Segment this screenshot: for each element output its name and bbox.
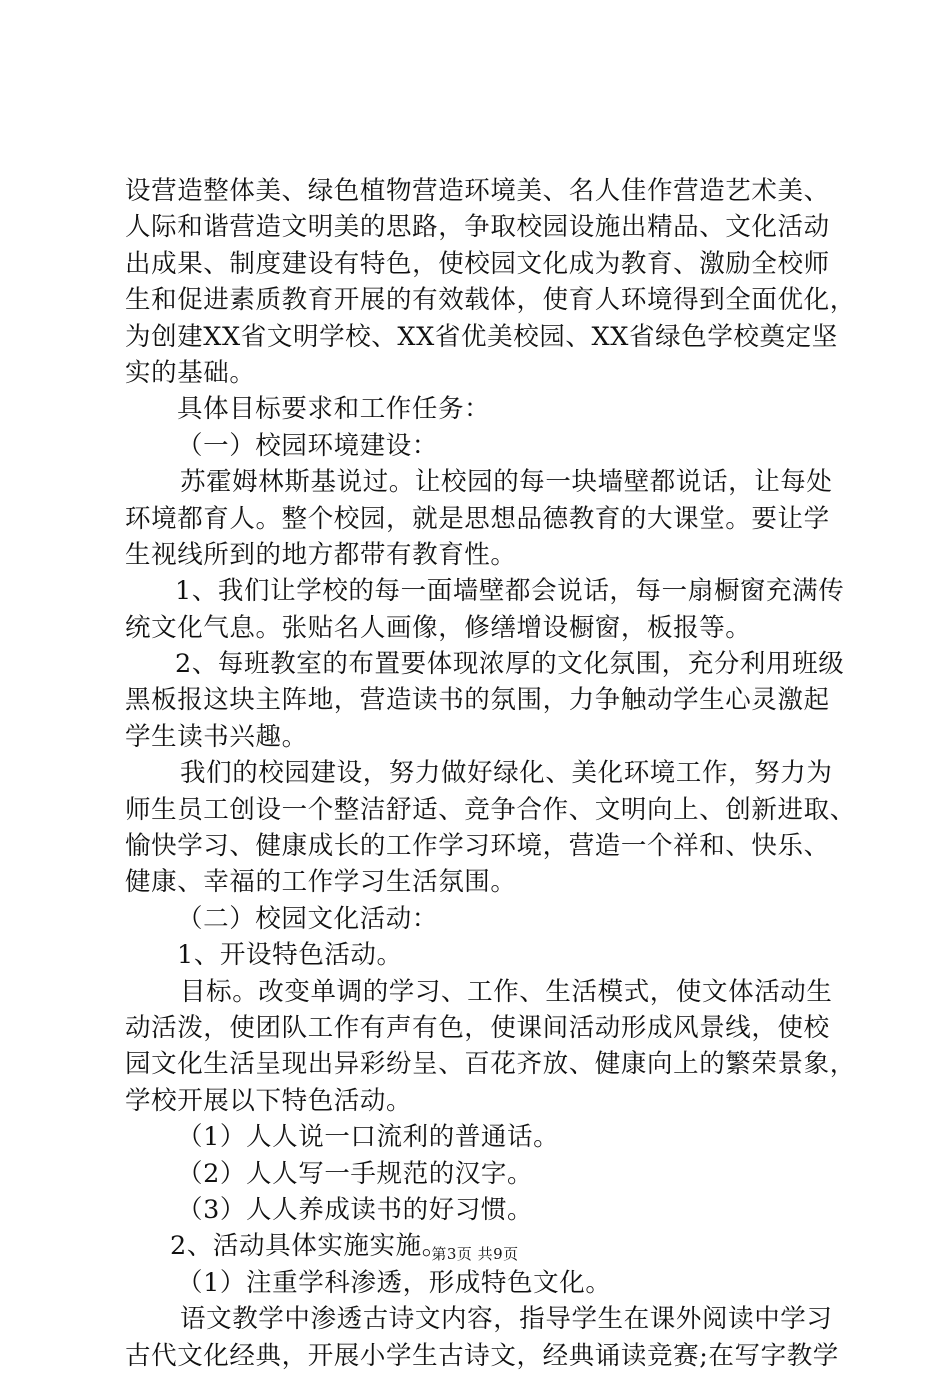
text-line: 生和促进素质教育开展的有效载体，使育人环境得到全面优化， [125, 285, 856, 316]
text-line: 1、我们让学校的每一面墙壁都会说话，每一扇橱窗充满传 [175, 576, 845, 607]
text-line: 实的基础。 [125, 357, 256, 388]
text-line: 设营造整体美、绿色植物营造环境美、名人佳作营造艺术美、 [125, 176, 830, 206]
text-line: 1、开设特色活动。 [177, 940, 403, 971]
text-line: 目标。改变单调的学习、工作、生活模式，使文体活动生 [180, 976, 833, 1007]
text-line: （一）校园环境建设： [177, 430, 439, 461]
text-line: 具体目标要求和工作任务： [177, 394, 491, 425]
text-line: 学校开展以下特色活动。 [125, 1085, 413, 1116]
text-line: （二）校园文化活动： [177, 903, 439, 934]
text-line: 出成果、制度建设有特色，使校园文化成为教育、激励全校师 [125, 248, 830, 279]
text-line: 师生员工创设一个整洁舒适、竞争合作、文明向上、创新进取、 [125, 794, 856, 825]
text-line: 学生读书兴趣。 [125, 721, 308, 752]
text-line: 愉快学习、健康成长的工作学习环境，营造一个祥和、快乐、 [125, 831, 830, 862]
body-text [125, 173, 856, 1374]
text-line: 语文教学中渗透古诗文内容，指导学生在课外阅读中学习 [180, 1304, 833, 1335]
text-line: （1）注重学科渗透，形成特色文化。 [177, 1267, 612, 1298]
text-line: 苏霍姆林斯基说过。让校园的每一块墙壁都说话，让每处 [180, 467, 833, 498]
text-line: 2、每班教室的布置要体现浓厚的文化氛围，充分利用班级 [175, 649, 845, 680]
text-line: 动活泼，使团队工作有声有色，使课间活动形成风景线，使校 [125, 1012, 830, 1043]
text-line: （3）人人养成读书的好习惯。 [177, 1194, 534, 1225]
text-line: 古代文化经典，开展小学生古诗文，经典诵读竞赛;在写字教学 [125, 1340, 839, 1371]
text-line: 2、活动具体实施实施。 [170, 1231, 448, 1262]
text-line: 生视线所到的地方都带有教育性。 [125, 539, 517, 570]
text-line: 园文化生活呈现出异彩纷呈、百花齐放、健康向上的繁荣景象， [125, 1049, 856, 1080]
text-line: 为创建XX省文明学校、XX省优美校园、XX省绿色学校奠定坚 [125, 321, 838, 352]
text-line: 环境都育人。整个校园，就是思想品德教育的大课堂。要让学 [125, 503, 830, 534]
text-line: 我们的校园建设，努力做好绿化、美化环境工作，努力为 [180, 758, 833, 789]
text-line: 黑板报这块主阵地，营造读书的氛围，力争触动学生心灵激起 [125, 685, 830, 716]
text-line: 健康、幸福的工作学习生活氛围。 [125, 867, 517, 898]
page-footer: 第3页 共9页 [431, 1245, 519, 1263]
text-line: （2）人人写一手规范的汉字。 [177, 1158, 534, 1189]
text-line: （1）人人说一口流利的普通话。 [177, 1122, 560, 1153]
text-line: 统文化气息。张贴名人画像，修缮增设橱窗，板报等。 [125, 612, 752, 643]
text-line: 人际和谐营造文明美的思路，争取校园设施出精品、文化活动 [125, 212, 830, 243]
